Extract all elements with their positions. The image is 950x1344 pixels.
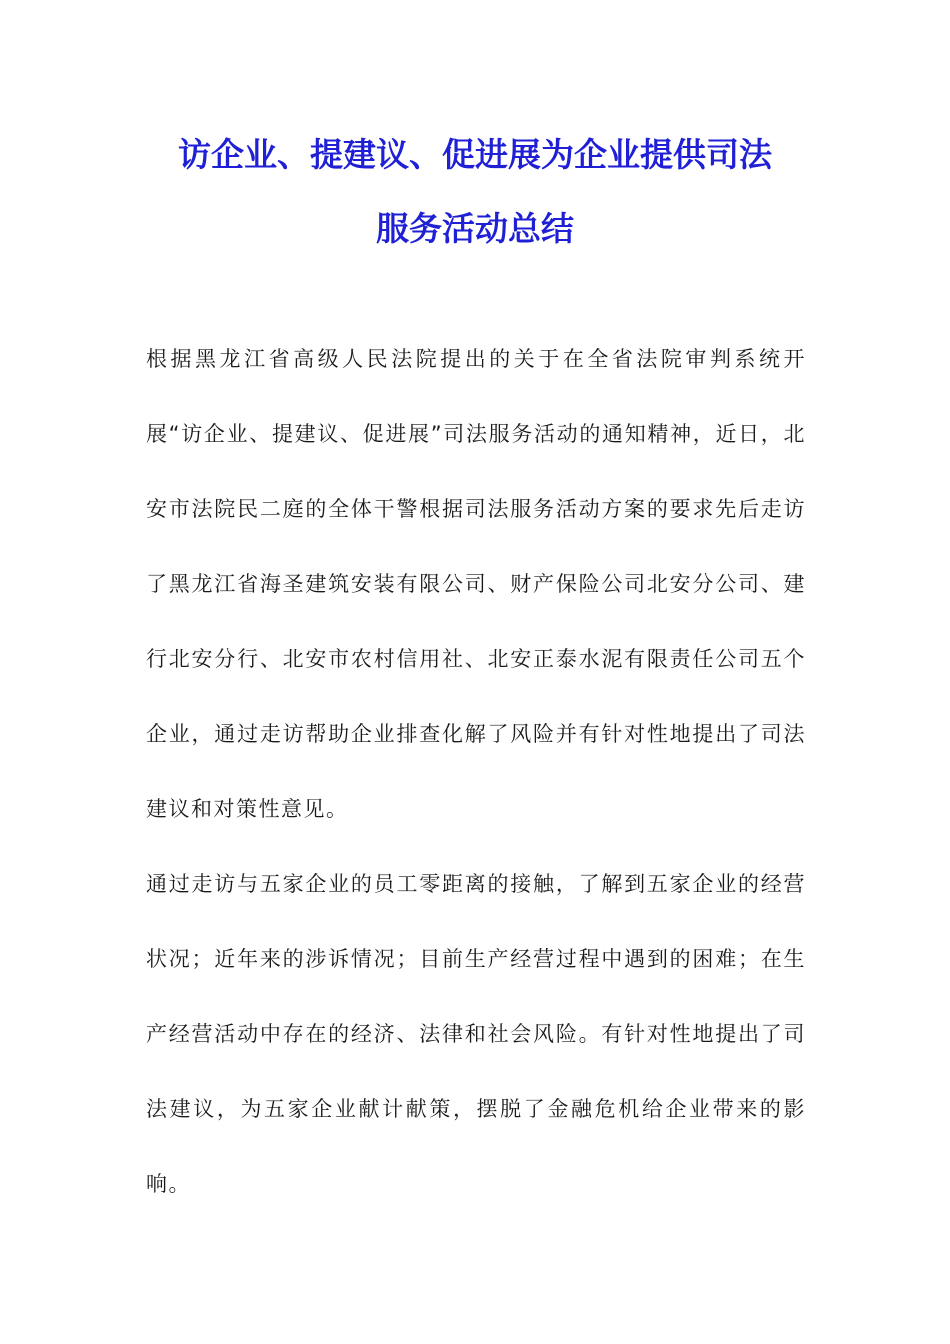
title-line-2: 服务活动总结 (376, 209, 574, 248)
document-body (146, 322, 806, 1222)
paragraph-1: 根据黑龙江省高级人民法院提出的关于在全省法院审判系统开展“访企业、提建议、促进展”司法服务活动的通知精神，近日，北安市法院民二庭的全体干警根据司法服务活动方案的要求先后走访了黑龙江省海圣建筑安装有限公司、财产保险公司北安分公司、建行北安分行、北安市农村信用社、北安正泰水泥有限责任公司五个企业，通过走访帮助企业排查化解了风险并有针对性地提出了司法建议和对策性意见。 (146, 347, 806, 821)
paragraph-2: 通过走访与五家企业的员工零距离的接触，了解到五家企业的经营状况；近年来的涉诉情况；目前生产经营过程中遇到的困难；在生产经营活动中存在的经济、法律和社会风险。有针对性地提出了司法建议，为五家企业献计献策，摆脱了金融危机给企业带来的影响。 (146, 872, 806, 1196)
document-title (0, 118, 950, 266)
title-line-1: 访企业、提建议、促进展为企业提供司法 (178, 135, 772, 174)
